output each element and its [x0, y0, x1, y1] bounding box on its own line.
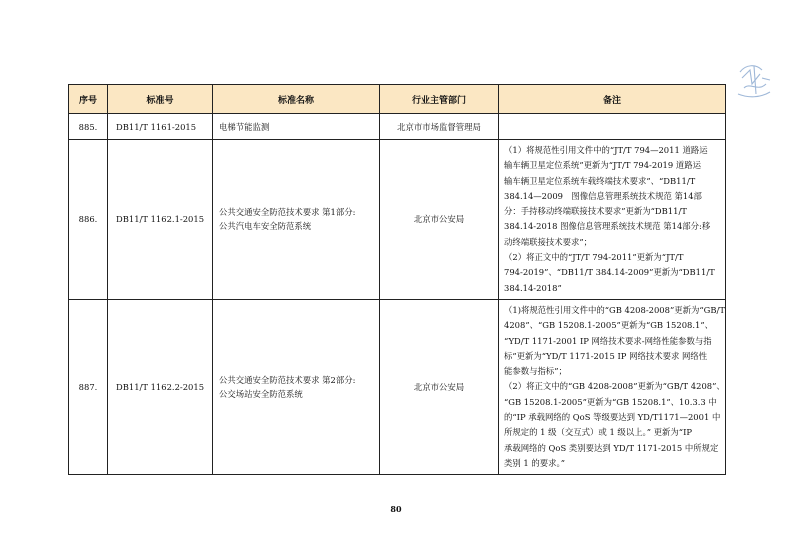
- remarks: [499, 140, 726, 300]
- remark-line: 分：手持移动终端联接技术要求”更新为“DB11/T: [504, 206, 687, 217]
- row-number: 887.: [69, 299, 108, 474]
- remark-line: 能参数与指标”；: [504, 366, 567, 377]
- standard-name-line: 公交场站安全防范系统: [219, 389, 303, 400]
- row-number: 886.: [69, 140, 108, 300]
- remarks: [499, 114, 726, 140]
- standard-code: DB11/T 1162.2-2015: [108, 299, 213, 474]
- table-row: [69, 299, 726, 474]
- remark-line: 动终端联接技术要求”；: [504, 236, 593, 247]
- remarks: [499, 299, 726, 474]
- remark-line: 384.14-2018”: [504, 282, 562, 293]
- remark-line: 承载网络的 QoS 类别要达到 YD/T 1171-2015 中所规定: [504, 442, 719, 453]
- remark-line: 794-2019”、“DB11/T 384.14-2009”更新为“DB11/T: [504, 267, 715, 278]
- remark-line: （1)将规范性引用文件中的“GB 4208-2008”更新为“GB/T: [504, 304, 725, 315]
- table-header-row: [69, 85, 726, 114]
- standard-code: DB11/T 1162.1-2015: [108, 140, 213, 300]
- remark-line: 输车辆卫星定位系统”更新为“JT/T 794-2019 道路运: [504, 160, 701, 171]
- header-name: 标准名称: [213, 85, 380, 114]
- standard-name: [213, 114, 380, 140]
- remark-line: （2）将正文中的“JT/T 794-2011”更新为“JT/T: [504, 252, 684, 263]
- header-dept: 行业主管部门: [380, 85, 499, 114]
- remark-line: 类别 1 的要求。”: [504, 457, 565, 468]
- header-code: 标准号: [108, 85, 213, 114]
- standard-name-line: 电梯节能监测: [219, 121, 270, 132]
- standards-table: [68, 84, 726, 475]
- header-note: 备注: [499, 85, 726, 114]
- standard-code: DB11/T 1161-2015: [108, 114, 213, 140]
- remark-line: 所规定的 1 级（交互式）或 1 级以上。” 更新为“IP: [504, 427, 693, 438]
- remark-line: 384.14—2009 图像信息管理系统技术规范 第14部: [504, 190, 702, 201]
- remark-line: （2）将正文中的“GB 4208-2008”更新为“GB/T 4208”、: [504, 381, 725, 392]
- standard-name: [213, 140, 380, 300]
- remark-line: 输车辆卫星定位系统车载终端技术要求”、“DB11/T: [504, 175, 696, 186]
- standard-name-line: 公共交通安全防范技术要求 第1部分:: [219, 207, 356, 218]
- remark-line: 384.14-2018 图像信息管理系统技术规范 第14部分:移: [504, 221, 711, 232]
- department: 北京市公安局: [380, 299, 499, 474]
- remark-line: “GB 15208.1-2005”更新为“GB 15208.1”、10.3.3 中: [504, 396, 717, 407]
- row-number: 885.: [69, 114, 108, 140]
- table-row: [69, 140, 726, 300]
- department: 北京市公安局: [380, 140, 499, 300]
- remark-line: （1）将规范性引用文件中的“JT/T 794—2011 道路运: [504, 145, 708, 155]
- department: 北京市市场监督管理局: [380, 114, 499, 140]
- page-number: 80: [390, 504, 402, 514]
- watermark-stamp-icon: [732, 58, 776, 102]
- standard-name-line: 公共交通安全防范技术要求 第2部分:: [219, 375, 356, 386]
- standard-name: [213, 299, 380, 474]
- header-no: 序号: [69, 85, 108, 114]
- remark-line: 的“IP 承载网络的 QoS 等级要达到 YD/T1171—2001 中: [504, 412, 721, 423]
- remark-line: “YD/T 1171-2001 IP 网络技术要求-网络性能参数与指: [504, 335, 712, 346]
- standard-name-line: 公共汽电车安全防范系统: [219, 221, 312, 232]
- remark-line: 4208”、“GB 15208.1-2005”更新为“GB 15208.1”、: [504, 320, 714, 331]
- remark-line: 标”更新为“YD/T 1171-2015 IP 网络技术要求 网络性: [504, 350, 708, 361]
- table-row: [69, 114, 726, 140]
